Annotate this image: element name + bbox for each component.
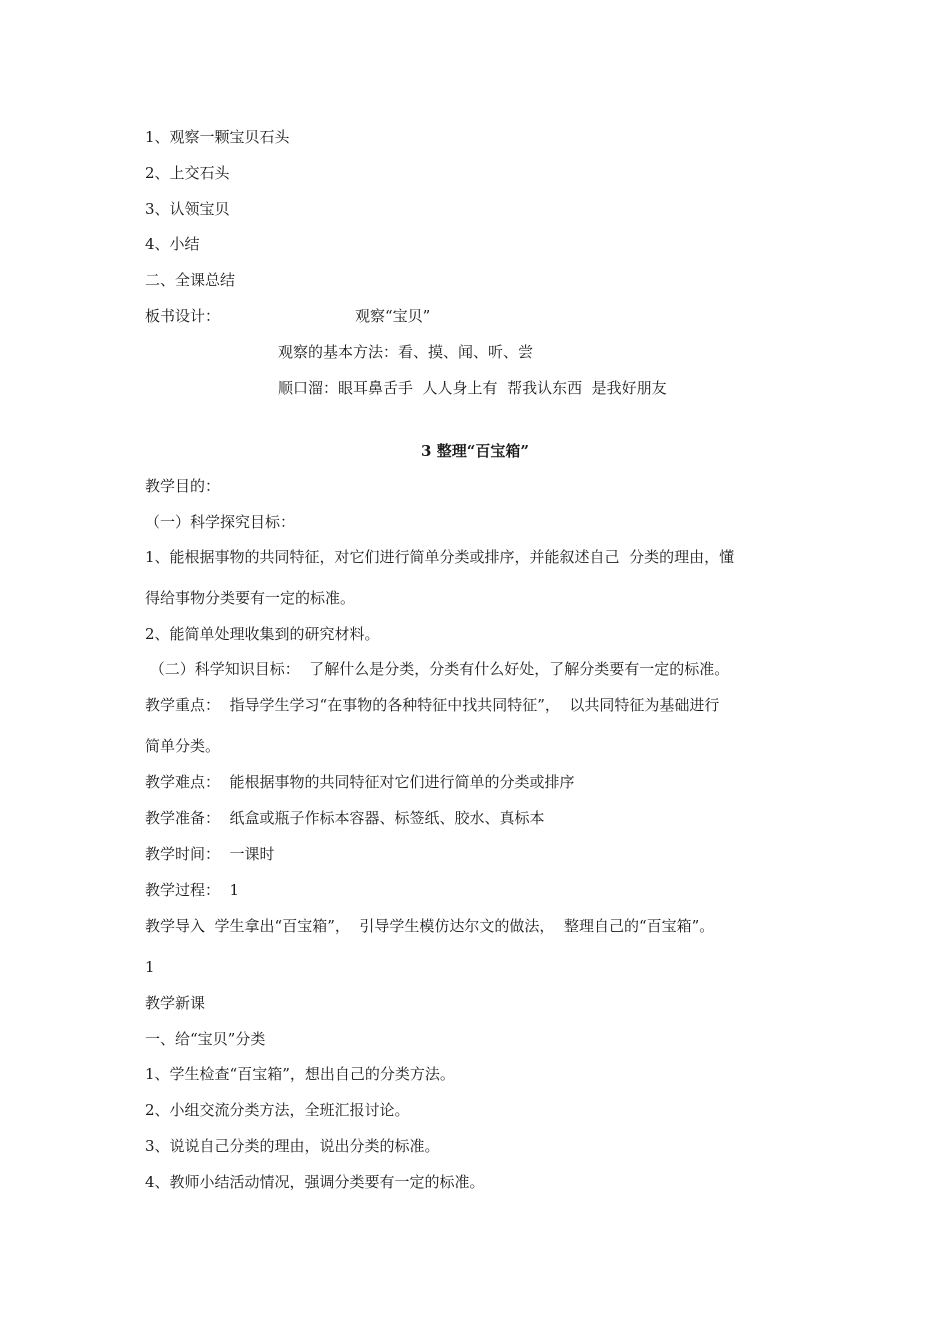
- paragraph: 2、能简单处理收集到的研究材料。: [145, 625, 380, 643]
- paragraph: 教学难点： 能根据事物的共同特征对它们进行简单的分类或排序: [145, 773, 575, 791]
- list-item: 4、小结: [145, 235, 200, 253]
- paragraph: 教学新课: [145, 994, 206, 1012]
- lesson-title: 3 整理“百宝箱”: [421, 442, 529, 460]
- paragraph: 1: [145, 958, 155, 976]
- list-item: 2、上交石头: [145, 164, 230, 182]
- list-item: 1、学生检查“百宝箱”，想出自己的分类方法。: [145, 1065, 455, 1083]
- list-item: 3、说说自己分类的理由，说出分类的标准。: [145, 1137, 440, 1155]
- paragraph: 教学准备： 纸盒或瓶子作标本容器、标签纸、胶水、真标本: [145, 809, 545, 827]
- list-item: 4、教师小结活动情况，强调分类要有一定的标准。: [145, 1173, 485, 1191]
- paragraph: 教学过程： 1: [145, 881, 240, 899]
- paragraph: （二）科学知识目标： 了解什么是分类，分类有什么好处，了解分类要有一定的标准。: [145, 660, 730, 678]
- board-design-label: 板书设计：: [145, 307, 221, 325]
- paragraph: 简单分类。: [145, 737, 221, 755]
- list-item: 3、认领宝贝: [145, 200, 230, 218]
- board-design-line: 顺口溜：眼耳鼻舌手 人人身上有 帮我认东西 是我好朋友: [278, 379, 667, 397]
- board-design-line: 观察的基本方法：看、摸、闻、听、尝: [278, 343, 534, 361]
- paragraph: 得给事物分类要有一定的标准。: [145, 589, 356, 607]
- paragraph: 1、能根据事物的共同特征，对它们进行简单分类或排序，并能叙述自己 分类的理由，懂: [145, 548, 735, 566]
- section-heading: 一、给“宝贝”分类: [145, 1030, 266, 1048]
- paragraph: 教学重点： 指导学生学习“在事物的各种特征中找共同特征”， 以共同特征为基础进行: [145, 696, 720, 714]
- list-item: 1、观察一颗宝贝石头: [145, 128, 290, 146]
- section-heading: 二、全课总结: [145, 271, 236, 289]
- paragraph: （一）科学探究目标：: [145, 513, 296, 531]
- paragraph: 教学导入 学生拿出“百宝箱”， 引导学生模仿达尔文的做法， 整理自己的“百宝箱”。: [145, 917, 715, 935]
- list-item: 2、小组交流分类方法，全班汇报讨论。: [145, 1101, 410, 1119]
- board-design-title: 观察“宝贝”: [355, 307, 431, 325]
- paragraph: 教学时间： 一课时: [145, 845, 275, 863]
- paragraph: 教学目的：: [145, 477, 221, 495]
